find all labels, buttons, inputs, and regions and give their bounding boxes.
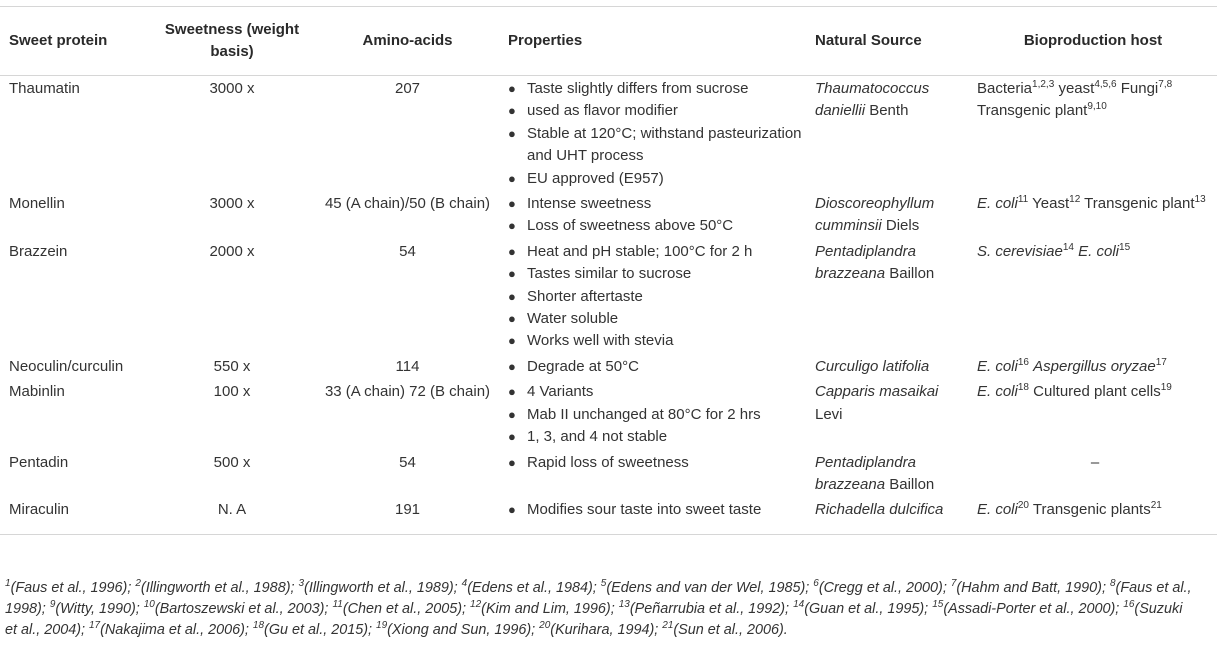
footnote-citation: (Kurihara, 1994); <box>550 622 663 638</box>
properties-list <box>508 499 803 521</box>
cell-sweetness: 550 x <box>213 357 251 375</box>
cell-text: – <box>1090 453 1100 471</box>
cell-text: Cultured plant cells <box>1028 383 1161 401</box>
header-natural-source: Natural Source <box>815 32 922 49</box>
footnote-number: 8 <box>1109 578 1116 590</box>
property-item <box>508 308 803 330</box>
property-item <box>508 241 803 263</box>
property-text: 4 Variants <box>527 383 594 401</box>
footnote-citation: (Guan et al., 1995); <box>804 601 933 617</box>
reference-superscript: 7,8 <box>1158 79 1173 90</box>
footnote-number: 14 <box>793 599 805 611</box>
cell-properties <box>504 191 807 239</box>
footnote-citation: (Chen et al., 2005); <box>342 601 471 617</box>
footnote-number: 11 <box>332 599 343 611</box>
footnote-citation: (Edens and van der Wel, 1985); <box>606 580 814 596</box>
reference-superscript: 15 <box>1119 241 1131 253</box>
footnote-citation: (Xiong and Sun, 1996); <box>387 622 540 638</box>
footnote-number: 16 <box>1123 599 1135 611</box>
property-text: Intense sweetness <box>527 195 652 213</box>
table-row <box>0 239 1217 354</box>
properties-list <box>508 452 803 474</box>
table-row <box>0 497 1217 534</box>
cell-text: E. coli <box>977 501 1018 519</box>
footnote-number: 15 <box>932 599 944 611</box>
cell-protein-name: Mabinlin <box>9 383 65 401</box>
cell-protein-name: Brazzein <box>9 242 68 260</box>
property-text: Works well with stevia <box>527 332 674 350</box>
cell-sweetness: N. A <box>217 501 247 519</box>
footnote-number: 6 <box>813 578 819 590</box>
header-properties: Properties <box>508 32 583 49</box>
cell-text: Thaumatococcus daniellii <box>815 80 930 120</box>
property-item <box>508 452 803 474</box>
cell-text: Richadella dulcifica <box>815 501 944 519</box>
property-item <box>508 356 803 378</box>
properties-list <box>508 381 803 448</box>
footnote-number: 10 <box>143 599 155 611</box>
cell-sweetness: 500 x <box>213 453 251 471</box>
footnote-citation: (Nakajima et al., 2006); <box>100 622 253 638</box>
property-item <box>508 215 803 237</box>
cell-protein-name: Miraculin <box>9 501 70 519</box>
footnote-number: 13 <box>618 599 630 611</box>
bullet-icon: ● <box>508 266 516 282</box>
bullet-icon: ● <box>508 384 516 400</box>
table-row <box>0 379 1217 449</box>
footnote-citation: (Gu et al., 2015); <box>264 622 377 638</box>
reference-superscript: 18 <box>1017 382 1029 394</box>
cell-text: Baillon <box>885 265 935 283</box>
cell-amino-acids: 114 <box>395 357 420 375</box>
cell-protein-name: Thaumatin <box>9 80 80 97</box>
cell-amino-acids: 54 <box>399 242 416 260</box>
reference-superscript: 14 <box>1062 241 1074 253</box>
reference-superscript: 13 <box>1194 194 1206 206</box>
footnote-citation: (Sun et al., 2006). <box>673 622 788 638</box>
bullet-icon: ● <box>508 333 516 349</box>
property-text: Mab II unchanged at 80°C for 2 hrs <box>527 405 761 423</box>
cell-text: Baillon <box>885 475 935 493</box>
reference-superscript: 16 <box>1017 356 1029 368</box>
property-text: Taste slightly differs from sucrose <box>527 80 749 97</box>
bullet-icon: ● <box>508 125 516 141</box>
property-item <box>508 168 803 190</box>
footnote-number: 1 <box>5 578 11 590</box>
properties-list <box>508 193 803 238</box>
table-row <box>0 191 1217 239</box>
property-item <box>508 381 803 403</box>
bullet-icon: ● <box>508 243 516 259</box>
cell-natural-source <box>807 379 969 449</box>
properties-list <box>508 78 803 190</box>
footnote-citation: (Witty, 1990); <box>55 601 144 617</box>
property-text: Stable at 120°C; withstand pasteurization and UHT process <box>527 124 802 165</box>
footnote-number: 21 <box>662 620 674 632</box>
reference-superscript: 20 <box>1017 500 1029 512</box>
footnote-number: 4 <box>461 578 468 590</box>
table-row <box>0 354 1217 379</box>
cell-natural-source <box>807 450 969 498</box>
cell-text: E. coli <box>977 195 1018 213</box>
cell-text: Benth <box>865 102 909 120</box>
cell-text: Pentadiplandra brazzeana <box>815 242 916 283</box>
property-item <box>508 78 803 100</box>
footnote-citation: (Faus et al., 1996); <box>10 580 136 596</box>
cell-amino-acids: 33 (A chain) 72 (B chain) <box>324 383 491 401</box>
property-item <box>508 286 803 308</box>
reference-superscript: 12 <box>1069 194 1081 206</box>
cell-text: Transgenic plants <box>1028 501 1151 519</box>
bullet-icon: ● <box>508 454 516 470</box>
cell-bioproduction-host <box>969 76 1217 192</box>
reference-superscript: 4,5,6 <box>1094 79 1117 90</box>
bullet-icon: ● <box>508 429 516 445</box>
table-body <box>0 76 1217 535</box>
table-row <box>0 76 1217 192</box>
cell-text: Levi <box>815 405 843 423</box>
cell-sweetness: 100 x <box>213 383 251 401</box>
footnote-citation: (Edens et al., 1984); <box>467 580 601 596</box>
header-bioproduction-host: Bioproduction host <box>1023 32 1163 49</box>
cell-properties <box>504 354 807 379</box>
cell-sweetness: 3000 x <box>209 195 255 213</box>
cell-sweetness: 3000 x <box>209 80 255 97</box>
footnote-citation: (Bartoszewski et al., 2003); <box>154 601 333 617</box>
cell-protein-name: Pentadin <box>9 453 69 471</box>
footnote-number: 7 <box>950 578 957 590</box>
property-text: Heat and pH stable; 100°C for 2 h <box>527 242 753 260</box>
cell-sweetness: 2000 x <box>209 242 255 260</box>
cell-text: Aspergillus oryzae <box>1033 357 1156 375</box>
footnote-citation: (Illingworth et al., 1988); <box>140 580 299 596</box>
cell-natural-source <box>807 239 969 354</box>
cell-text: Diels <box>881 217 920 235</box>
property-text: Loss of sweetness above 50°C <box>527 217 734 235</box>
bullet-icon: ● <box>508 288 516 304</box>
cell-natural-source <box>807 497 969 534</box>
property-item <box>508 193 803 215</box>
cell-text: Fungi <box>1116 80 1159 97</box>
cell-text: Capparis masaikai <box>815 383 939 401</box>
footnote-citation: (Peñarrubia et al., 1992); <box>629 601 794 617</box>
header-row <box>0 7 1217 76</box>
cell-amino-acids: 54 <box>399 453 416 471</box>
cell-bioproduction-host <box>969 497 1217 534</box>
cell-text: yeast <box>1054 80 1095 97</box>
cell-natural-source <box>807 76 969 192</box>
footnote-number: 17 <box>89 620 101 632</box>
footnotes <box>5 578 1197 641</box>
header-sweetness: Sweetness (weight basis) <box>164 21 300 60</box>
property-item <box>508 123 803 168</box>
bullet-icon: ● <box>508 103 516 119</box>
cell-text: Curculigo latifolia <box>815 357 930 375</box>
footnote-citation: (Suzuki et al., 2004); <box>5 601 1183 638</box>
footnote-number: 18 <box>252 620 265 632</box>
bullet-icon: ● <box>508 170 516 186</box>
footnote-citation: (Assadi-Porter et al., 2000); <box>943 601 1124 617</box>
footnote-number: 3 <box>298 578 305 590</box>
property-text: EU approved (E957) <box>527 169 664 187</box>
property-text: Modifies sour taste into sweet taste <box>527 501 762 519</box>
bullet-icon: ● <box>508 358 516 374</box>
cell-text: Pentadiplandra brazzeana <box>815 453 916 493</box>
cell-bioproduction-host <box>969 239 1217 354</box>
property-text: 1, 3, and 4 not stable <box>527 428 668 446</box>
cell-protein-name: Monellin <box>9 195 65 213</box>
cell-natural-source <box>807 354 969 379</box>
reference-superscript: 17 <box>1155 356 1167 368</box>
property-text: Tastes similar to sucrose <box>527 265 692 283</box>
bullet-icon: ● <box>508 406 516 422</box>
property-text: used as flavor modifier <box>527 102 678 120</box>
property-text: Water soluble <box>527 310 619 328</box>
reference-superscript: 21 <box>1150 500 1162 512</box>
cell-bioproduction-host <box>969 191 1217 239</box>
footnote-number: 12 <box>470 599 482 611</box>
table-header <box>0 7 1217 76</box>
reference-superscript: 11 <box>1017 194 1029 206</box>
cell-bioproduction-host <box>969 354 1217 379</box>
cell-bioproduction-host <box>969 379 1217 449</box>
footnote-citation: (Faus et al., 1998); <box>5 580 1192 617</box>
cell-text: E. coli <box>977 383 1018 401</box>
cell-protein-name: Neoculin/curculin <box>9 357 124 375</box>
table-row <box>0 450 1217 498</box>
cell-properties <box>504 379 807 449</box>
bullet-icon: ● <box>508 502 516 518</box>
properties-list <box>508 241 803 353</box>
reference-superscript: 9,10 <box>1087 101 1107 113</box>
property-item <box>508 330 803 352</box>
property-item <box>508 100 803 122</box>
cell-bioproduction-host <box>969 450 1217 498</box>
cell-text: Dioscoreophyllum cumminsii <box>815 195 935 235</box>
footnote-number: 19 <box>376 620 388 632</box>
header-amino-acids: Amino-acids <box>362 32 453 49</box>
cell-properties <box>504 497 807 534</box>
cell-amino-acids: 191 <box>394 501 421 519</box>
cell-text: Yeast <box>1028 195 1070 213</box>
property-text: Rapid loss of sweetness <box>527 453 689 471</box>
footnote-citation: (Hahm and Batt, 1990); <box>956 580 1110 596</box>
footnote-citation: (Cregg et al., 2000); <box>818 580 951 596</box>
property-text: Shorter aftertaste <box>527 287 643 305</box>
bullet-icon: ● <box>508 81 516 96</box>
cell-text: Bacteria <box>977 80 1033 97</box>
footnote-number: 20 <box>539 620 551 632</box>
cell-amino-acids: 207 <box>394 80 421 97</box>
reference-superscript: 1,2,3 <box>1032 79 1055 90</box>
property-item <box>508 499 803 521</box>
footnote-citation: (Kim and Lim, 1996); <box>481 601 619 617</box>
footnote-number: 5 <box>600 578 607 590</box>
cell-text: Transgenic plant <box>977 102 1088 120</box>
cell-properties <box>504 239 807 354</box>
header-sweet-protein: Sweet protein <box>9 32 108 49</box>
sweet-protein-table-container <box>0 6 1206 535</box>
cell-properties <box>504 450 807 498</box>
cell-amino-acids: 45 (A chain)/50 (B chain) <box>324 195 491 213</box>
properties-list <box>508 356 803 378</box>
property-item <box>508 426 803 448</box>
bullet-icon: ● <box>508 311 516 327</box>
property-item <box>508 263 803 285</box>
cell-natural-source <box>807 191 969 239</box>
sweet-protein-table <box>0 6 1217 535</box>
cell-text: S. cerevisiae <box>977 242 1063 260</box>
cell-properties <box>504 76 807 192</box>
footnote-number: 2 <box>135 578 141 590</box>
bullet-icon: ● <box>508 218 516 234</box>
footnote-citation: (Illingworth et al., 1989); <box>304 580 462 596</box>
cell-text: E. coli <box>1078 242 1120 260</box>
property-item <box>508 404 803 426</box>
cell-text: Transgenic plant <box>1080 195 1195 213</box>
bullet-icon: ● <box>508 196 516 212</box>
footnote-number: 9 <box>49 599 56 611</box>
cell-text: E. coli <box>977 357 1018 375</box>
reference-superscript: 19 <box>1160 382 1172 394</box>
property-text: Degrade at 50°C <box>527 357 639 375</box>
